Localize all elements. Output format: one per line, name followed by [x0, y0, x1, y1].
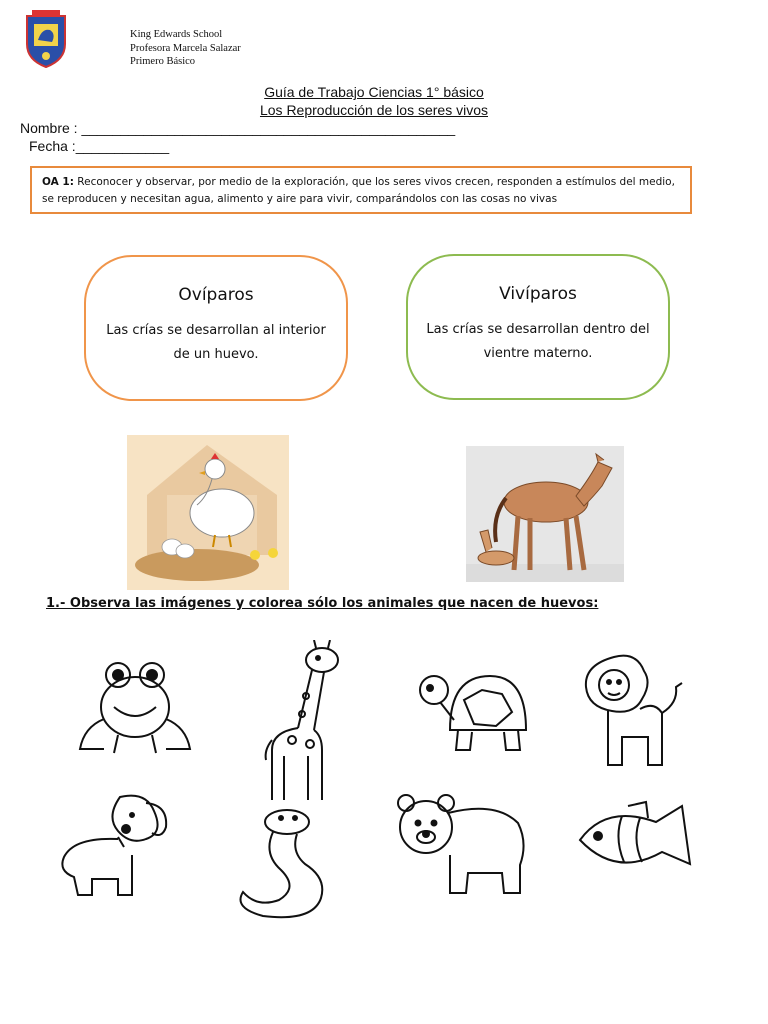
dog-icon[interactable]	[54, 787, 174, 899]
frog-icon[interactable]	[74, 655, 196, 757]
nombre-field[interactable]: Nombre : ________________________________________________	[20, 120, 456, 136]
school-name: King Edwards School	[130, 29, 223, 40]
guide-title: Guía de Trabajo Ciencias 1° básico	[264, 84, 484, 100]
snake-icon[interactable]	[233, 808, 333, 920]
oviparos-title: Ovíparos	[178, 285, 254, 305]
question-1: 1.- Observa las imágenes y colorea sólo los animales que nacen de huevos:	[46, 596, 599, 611]
giraffe-icon[interactable]	[262, 640, 354, 805]
horse-icon	[466, 446, 624, 582]
viviparos-title: Vivíparos	[499, 284, 577, 304]
teacher-name: Profesora Marcela Salazar	[130, 42, 241, 54]
viviparos-text: Las crías se desarrollan dentro del vientre materno.	[426, 322, 650, 361]
lion-icon[interactable]	[578, 653, 688, 771]
objective-code: OA 1:	[42, 176, 74, 188]
school-header	[130, 28, 241, 69]
viviparos-card	[406, 254, 670, 400]
fish-icon[interactable]	[576, 800, 694, 876]
grade-level: Primero Básico	[130, 56, 196, 67]
school-crest-icon	[24, 10, 68, 68]
oviparos-text: Las crías se desarrollan al interior de un huevo.	[106, 323, 326, 362]
turtle-icon[interactable]	[416, 660, 530, 758]
guide-subtitle: Los Reproducción de los seres vivos	[259, 102, 488, 118]
hen-icon	[127, 435, 289, 590]
bear-icon[interactable]	[396, 793, 530, 897]
learning-objective-box	[30, 166, 692, 214]
oviparos-card	[84, 255, 348, 401]
objective-text: Reconocer y observar, por medio de la exploración, que los seres vivos crecen, responden a estímulos del medio, se reproducen y necesitan agua, alimento y aire para vivir, comparándolos con las cosas no vivas	[42, 176, 675, 205]
fecha-field[interactable]: Fecha :____________	[29, 138, 170, 154]
